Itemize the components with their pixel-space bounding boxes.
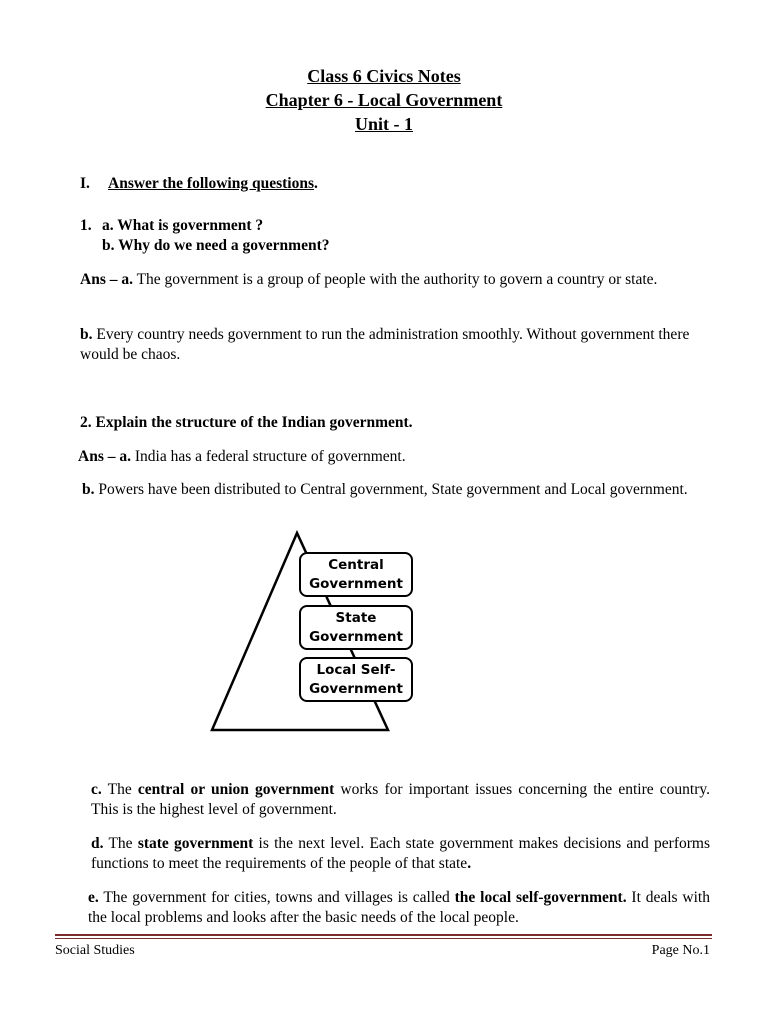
point-c-post: works for important issues concerning the entire country. This is the highest level of government. [91, 781, 710, 818]
q2-answer-a-label: Ans – a. [78, 448, 131, 465]
point-e-post: It deals with the local problems and looks after the basic needs of the local people. [88, 889, 710, 926]
q1-part-a: a. What is government ? [102, 217, 264, 234]
footer-rule-thick [55, 934, 712, 936]
local-self-government-box [299, 657, 413, 702]
state-box-line2: Government [309, 628, 403, 645]
q1-answer-b [80, 325, 712, 365]
q1-answer-b-text: Every country needs government to run the administration smoothly. Without government there would be chaos. [80, 326, 690, 363]
state-box-line1: State [335, 609, 377, 626]
chapter-title: Chapter 6 - Local Government [265, 90, 503, 110]
local-box-line1: Local Self- [316, 661, 396, 678]
point-c-bold: central or union government [137, 781, 335, 798]
q1-answer-a [80, 270, 712, 290]
state-government-box [299, 605, 413, 650]
section-numeral: I. [80, 175, 90, 192]
q2-answer-b [82, 480, 710, 500]
section-heading-text: Answer the following questions [108, 175, 314, 192]
point-d-post: is the next level. Each state government makes decisions and performs functions to meet the requirements of the people of that state [91, 835, 710, 872]
point-e [88, 888, 710, 928]
point-d-end: . [467, 855, 472, 872]
footer-page-number: Page No.1 [651, 943, 710, 958]
central-box-line1: Central [328, 556, 384, 573]
q2-answer-a [78, 447, 406, 467]
point-e-pre: The government for cities, towns and villages is called [98, 889, 455, 906]
point-d-label: d. [91, 835, 104, 852]
section-heading-period: . [313, 175, 318, 192]
point-d-bold: state government [137, 835, 254, 852]
point-d [91, 834, 710, 874]
document-title: Class 6 Civics Notes [307, 66, 461, 86]
q2-answer-b-text: Powers have been distributed to Central government, State government and Local government. [94, 481, 688, 498]
footer-subject: Social Studies [55, 943, 135, 958]
footer-rule-thin [55, 938, 712, 939]
local-box-line2: Government [309, 680, 403, 697]
section-heading [108, 174, 318, 194]
q1-answer-a-text: The government is a group of people with the authority to govern a country or state. [132, 271, 658, 288]
point-c [91, 780, 710, 820]
unit-title: Unit - 1 [355, 114, 413, 134]
point-e-label: e. [88, 889, 99, 906]
central-government-box [299, 552, 413, 597]
q2-answer-b-label: b. [82, 481, 95, 498]
q2-answer-a-text: India has a federal structure of government. [130, 448, 406, 465]
q1-answer-b-label: b. [80, 326, 93, 343]
point-d-pre: The [103, 835, 138, 852]
q1-part-b: b. Why do we need a government? [102, 237, 330, 254]
point-c-label: c. [91, 781, 102, 798]
q2-question: 2. Explain the structure of the Indian government. [80, 414, 413, 431]
q1-answer-a-label: Ans – a. [80, 271, 133, 288]
central-box-line2: Government [309, 575, 403, 592]
point-c-pre: The [101, 781, 138, 798]
point-e-bold: the local self-government. [454, 889, 627, 906]
q1-number: 1. [80, 217, 92, 234]
